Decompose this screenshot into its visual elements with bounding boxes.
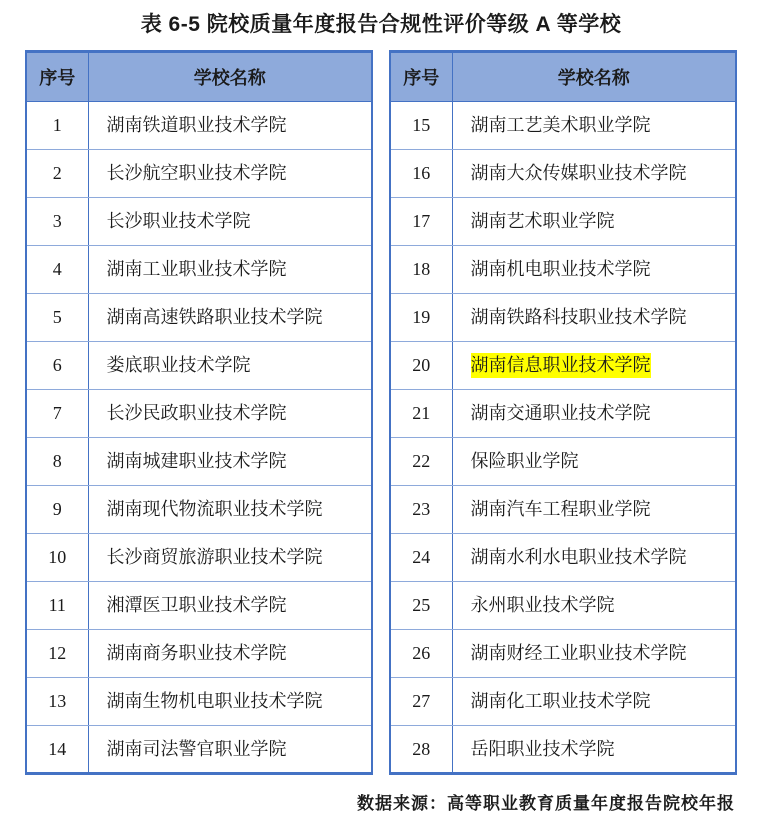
row-index-cell: 26 — [390, 630, 452, 678]
row-index-cell: 9 — [26, 486, 88, 534]
row-index-cell: 27 — [390, 678, 452, 726]
school-name: 湖南工业职业技术学院 — [106, 259, 287, 280]
row-index-cell: 6 — [26, 342, 88, 390]
table-row — [390, 342, 736, 390]
row-index-cell: 15 — [390, 102, 452, 150]
school-name-cell — [452, 390, 736, 438]
row-index-cell: 3 — [26, 198, 88, 246]
school-name-cell — [452, 438, 736, 486]
row-index-cell: 4 — [26, 246, 88, 294]
column-header-name: 学校名称 — [452, 52, 736, 102]
school-name-highlighted: 湖南信息职业技术学院 — [471, 353, 651, 377]
school-name: 湖南铁路科技职业技术学院 — [470, 307, 687, 328]
row-index-cell: 8 — [26, 438, 88, 486]
school-name-cell — [88, 390, 372, 438]
table-caption: 表 6-5 院校质量年度报告合规性评价等级 A 等学校 — [140, 13, 622, 36]
row-index-cell: 5 — [26, 294, 88, 342]
school-name-cell — [452, 726, 736, 774]
school-name-cell — [88, 438, 372, 486]
school-name-cell — [88, 534, 372, 582]
table-row — [26, 630, 372, 678]
school-name-cell — [452, 486, 736, 534]
school-name: 湖南水利水电职业技术学院 — [470, 547, 687, 568]
school-name: 湖南商务职业技术学院 — [106, 643, 287, 664]
table-row — [26, 198, 372, 246]
table-row — [390, 198, 736, 246]
table-row — [390, 726, 736, 774]
school-name: 湖南工艺美术职业学院 — [470, 115, 651, 136]
school-name: 湖南大众传媒职业技术学院 — [470, 163, 687, 184]
column-header-index: 序号 — [26, 52, 88, 102]
table-row — [26, 102, 372, 150]
school-name-cell — [88, 246, 372, 294]
row-index-cell: 2 — [26, 150, 88, 198]
row-index-cell: 23 — [390, 486, 452, 534]
school-name: 长沙商贸旅游职业技术学院 — [106, 547, 323, 568]
row-index-cell: 10 — [26, 534, 88, 582]
table-row — [26, 486, 372, 534]
row-index-cell: 22 — [390, 438, 452, 486]
school-name: 湖南化工职业技术学院 — [470, 691, 651, 712]
table-row — [26, 726, 372, 774]
table-row — [390, 534, 736, 582]
row-index-cell: 28 — [390, 726, 452, 774]
school-name-cell — [88, 630, 372, 678]
table-row — [390, 390, 736, 438]
school-name-cell — [88, 102, 372, 150]
row-index-cell: 18 — [390, 246, 452, 294]
school-name-cell — [452, 198, 736, 246]
row-index-cell: 21 — [390, 390, 452, 438]
data-source-note: 数据来源：高等职业教育质量年度报告院校年报 — [357, 794, 735, 813]
school-name: 永州职业技术学院 — [470, 595, 615, 616]
table-row — [26, 246, 372, 294]
header-row — [26, 52, 372, 102]
school-name-cell — [88, 150, 372, 198]
school-name-cell — [452, 102, 736, 150]
table-row — [26, 534, 372, 582]
table-row — [390, 630, 736, 678]
column-header-index: 序号 — [390, 52, 452, 102]
school-name-cell — [88, 342, 372, 390]
school-table-right — [389, 50, 737, 775]
school-name-cell — [452, 342, 736, 390]
table-row — [26, 678, 372, 726]
school-name-cell — [452, 246, 736, 294]
school-name: 湖南铁道职业技术学院 — [106, 115, 287, 136]
school-name: 湘潭医卫职业技术学院 — [106, 595, 287, 616]
school-name-cell — [452, 678, 736, 726]
school-name: 娄底职业技术学院 — [106, 355, 251, 376]
table-row — [26, 390, 372, 438]
row-index-cell: 19 — [390, 294, 452, 342]
school-name: 湖南艺术职业学院 — [470, 211, 615, 232]
table-row — [26, 582, 372, 630]
row-index-cell: 16 — [390, 150, 452, 198]
school-name: 湖南机电职业技术学院 — [470, 259, 651, 280]
row-index-cell: 24 — [390, 534, 452, 582]
school-name-cell — [88, 678, 372, 726]
school-name: 湖南司法警官职业学院 — [106, 738, 287, 759]
row-index-cell: 20 — [390, 342, 452, 390]
school-name-cell — [88, 726, 372, 774]
row-index-cell: 13 — [26, 678, 88, 726]
table-row — [390, 294, 736, 342]
school-name-cell — [452, 150, 736, 198]
school-name-cell — [452, 534, 736, 582]
school-name: 岳阳职业技术学院 — [470, 738, 615, 759]
table-row — [26, 150, 372, 198]
row-index-cell: 12 — [26, 630, 88, 678]
school-name: 湖南财经工业职业技术学院 — [470, 643, 687, 664]
school-name-cell — [452, 630, 736, 678]
table-row — [26, 294, 372, 342]
school-name: 湖南生物机电职业技术学院 — [106, 691, 323, 712]
table-row — [390, 678, 736, 726]
table-row — [390, 438, 736, 486]
table-row — [26, 342, 372, 390]
row-index-cell: 17 — [390, 198, 452, 246]
school-name-cell — [88, 198, 372, 246]
table-row — [26, 438, 372, 486]
school-name-cell — [88, 486, 372, 534]
school-name-cell — [452, 582, 736, 630]
column-header-name: 学校名称 — [88, 52, 372, 102]
school-name: 湖南交通职业技术学院 — [470, 403, 651, 424]
row-index-cell: 14 — [26, 726, 88, 774]
school-name: 长沙职业技术学院 — [106, 211, 251, 232]
row-index-cell: 11 — [26, 582, 88, 630]
school-name: 保险职业学院 — [470, 451, 579, 472]
tables-container — [25, 50, 737, 775]
table-row — [390, 246, 736, 294]
school-table-left — [25, 50, 373, 775]
school-name-cell — [88, 294, 372, 342]
table-row — [390, 582, 736, 630]
school-name: 湖南现代物流职业技术学院 — [106, 499, 323, 520]
school-name-cell — [452, 294, 736, 342]
table-row — [390, 102, 736, 150]
row-index-cell: 1 — [26, 102, 88, 150]
table-row — [390, 150, 736, 198]
row-index-cell: 25 — [390, 582, 452, 630]
table-row — [390, 486, 736, 534]
school-name: 湖南汽车工程职业学院 — [470, 499, 651, 520]
row-index-cell: 7 — [26, 390, 88, 438]
school-name: 湖南城建职业技术学院 — [106, 451, 287, 472]
school-name: 湖南高速铁路职业技术学院 — [106, 307, 323, 328]
header-row — [390, 52, 736, 102]
school-name: 长沙航空职业技术学院 — [106, 163, 287, 184]
school-name-cell — [88, 582, 372, 630]
school-name: 长沙民政职业技术学院 — [106, 403, 287, 424]
